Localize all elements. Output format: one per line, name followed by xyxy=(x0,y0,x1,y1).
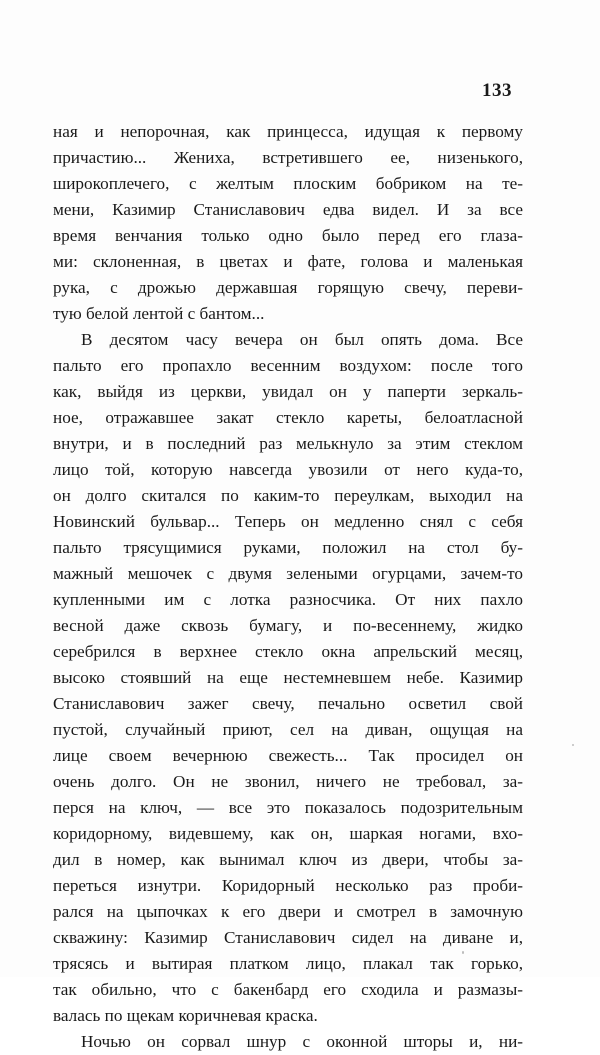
text-line: мажный мешочек с двумя зелеными огурцами, зачем-то xyxy=(53,564,523,583)
text-line: Новинский бульвар... Теперь он медленно снял с себя xyxy=(53,512,523,531)
paper-speck xyxy=(572,744,574,746)
text-line: В десятом часу вечера он был опять дома. Все xyxy=(81,330,523,349)
body-text xyxy=(53,119,523,1055)
text-line: высоко стоявший на еще нестемневшем небе. Казимир xyxy=(53,668,523,687)
text-line: широкоплечего, с желтым плоским бобриком на те- xyxy=(53,174,523,193)
text-line: коридорному, видевшему, как он, шаркая ногами, вхо- xyxy=(53,824,523,843)
text-line: дил в номер, как вынимал ключ из двери, чтобы за- xyxy=(53,850,523,869)
text-line: весной даже сквозь бумагу, и по-весеннему, жидко xyxy=(53,616,523,635)
text-line: Ночью он сорвал шнур с оконной шторы и, ни- xyxy=(81,1032,523,1051)
text-line: как, выйдя из церкви, увидал он у паперти зеркаль- xyxy=(53,382,523,401)
text-line: мени, Казимир Станиславович едва видел. И за все xyxy=(53,200,523,219)
text-line: причастию... Жениха, встретившего ее, низенького, xyxy=(53,148,523,167)
text-line: пальто трясущимися руками, положил на стол бу- xyxy=(53,538,523,557)
text-line: внутри, и в последний раз мелькнуло за этим стеклом xyxy=(53,434,523,453)
text-line: Станиславович зажег свечу, печально осветил свой xyxy=(53,694,523,713)
text-line: трясясь и вытирая платком лицо, плакал так горько, xyxy=(53,954,523,973)
text-line: пальто его пропахло весенним воздухом: после того xyxy=(53,356,523,375)
text-line: он долго скитался по каким-то переулкам, выходил на xyxy=(53,486,523,505)
text-line: очень долго. Он не звонил, ничего не требовал, за- xyxy=(53,772,523,791)
text-line: время венчания только одно было перед его глаза- xyxy=(53,226,523,245)
text-line: так обильно, что с бакенбард его сходила и размазы- xyxy=(53,980,523,999)
text-line: пустой, случайный приют, сел на диван, ощущая на xyxy=(53,720,523,739)
text-line: рался на цыпочках к его двери и смотрел в замочную xyxy=(53,902,523,921)
text-line: ное, отражавшее закат стекло кареты, белоатласной xyxy=(53,408,523,427)
text-line: рука, с дрожью державшая горящую свечу, переви- xyxy=(53,278,523,297)
text-line: валась по щекам коричневая краска. xyxy=(53,1006,318,1025)
text-line: лицо той, которую навсегда увозили от него куда-то, xyxy=(53,460,523,479)
text-line: ми: склоненная, в цветах и фате, голова и маленькая xyxy=(53,252,523,271)
page-number: 133 xyxy=(482,80,512,101)
text-line: переться изнутри. Коридорный несколько раз проби- xyxy=(53,876,523,895)
text-line: серебрился в верхнее стекло окна апрельский месяц, xyxy=(53,642,523,661)
text-line: тую белой лентой с бантом... xyxy=(53,304,265,323)
text-line: купленными им с лотка разносчика. От них пахло xyxy=(53,590,523,609)
paper-speck xyxy=(462,951,464,954)
text-line: перся на ключ, — все это показалось подозрительным xyxy=(53,798,523,817)
text-line: ная и непорочная, как принцесса, идущая к первому xyxy=(53,122,523,141)
text-line: лице своем вечернюю свежесть... Так просидел он xyxy=(53,746,523,765)
text-line: скважину: Казимир Станиславович сидел на диване и, xyxy=(53,928,523,947)
